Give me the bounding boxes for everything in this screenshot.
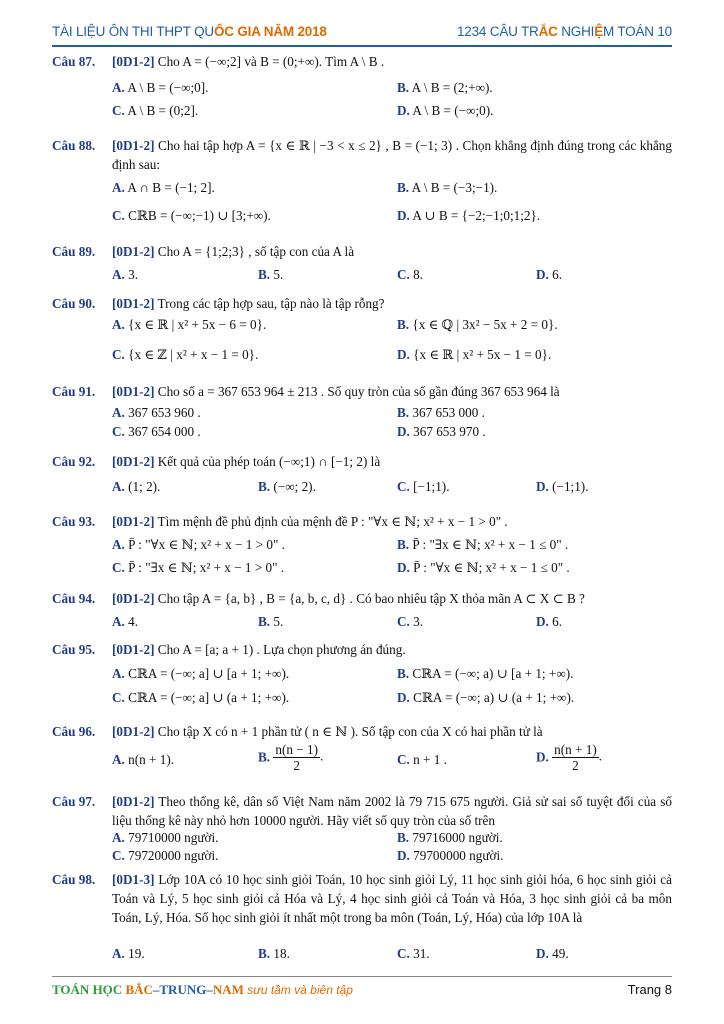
question-92 bbox=[52, 452, 672, 471]
question-number: Câu 89. bbox=[52, 244, 96, 259]
option-a: A. 367 653 960 . bbox=[112, 405, 201, 420]
option-b: B. 367 653 000 . bbox=[397, 405, 485, 420]
question-text: [0D1-2] Trong các tập hợp sau, tập nào là tập rỗng? bbox=[112, 296, 385, 311]
option-d: D. CℝA = (−∞; a) ∪ (a + 1; +∞). bbox=[397, 690, 575, 705]
option-d: D. (−1;1). bbox=[536, 479, 589, 494]
question-number: Câu 96. bbox=[52, 724, 96, 739]
option-a: A. n(n + 1). bbox=[112, 752, 175, 767]
fraction: $\frac{n(n + 1)}{2}$ bbox=[554, 742, 597, 773]
option-a: A. 19. bbox=[112, 946, 145, 961]
option-b: B. CℝA = (−∞; a) ∪ [a + 1; +∞). bbox=[397, 666, 574, 681]
question-98 bbox=[52, 870, 672, 927]
option-b: B. A \ B = (2;+∞). bbox=[397, 80, 493, 95]
question-number: Câu 87. bbox=[52, 54, 96, 69]
option-b: B. 5. bbox=[258, 267, 284, 282]
option-c: C. 367 654 000 . bbox=[112, 424, 201, 439]
question-97 bbox=[52, 792, 672, 830]
question-87 bbox=[52, 52, 672, 71]
question-number: Câu 91. bbox=[52, 384, 96, 399]
option-a: A. A \ B = (−∞;0]. bbox=[112, 80, 209, 95]
option-c: C. P̄ : "∃x ∈ ℕ; x² + x − 1 > 0" . bbox=[112, 560, 285, 575]
header-subtitle: 1234 CÂU TRẮC NGHIỆM TOÁN 10 bbox=[456, 24, 672, 39]
option-c: C. {x ∈ ℤ | x² + x − 1 = 0}. bbox=[112, 347, 259, 362]
option-b: B. $\frac{n(n - 1)}{2}$ . bbox=[258, 742, 324, 773]
question-90 bbox=[52, 294, 672, 313]
option-d: D. A \ B = (−∞;0). bbox=[397, 103, 494, 118]
option-d: D. {x ∈ ℝ | x² + 5x − 1 = 0}. bbox=[397, 347, 552, 362]
option-a: A. 79710000 người. bbox=[112, 830, 219, 845]
question-text: [0D1-2] Cho tập A = {a, b} , B = {a, b, c, d} . Có bao nhiêu tập X thỏa mãn A ⊂ X ⊂ B ? bbox=[112, 591, 585, 606]
option-d: D. 6. bbox=[536, 267, 563, 282]
option-a: A. 4. bbox=[112, 614, 139, 629]
option-d: D. 367 653 970 . bbox=[397, 424, 486, 439]
question-91 bbox=[52, 382, 672, 401]
question-text: [0D1-2] Tìm mệnh đề phủ định của mệnh đề P : "∀x ∈ ℕ; x² + x − 1 > 0" . bbox=[112, 514, 508, 529]
option-b: B. {x ∈ ℚ | 3x² − 5x + 2 = 0}. bbox=[397, 317, 558, 332]
question-text: [0D1-2] Theo thống kê, dân số Việt Nam năm 2002 là 79 715 675 người. Giả sử sai số tuyệt đối của số liệu thống kê này nhỏ hơn 10000 người. Hãy viết số quy tròn của số trên bbox=[112, 794, 672, 828]
page-footer bbox=[52, 980, 672, 1000]
question-93 bbox=[52, 512, 672, 531]
question-text: [0D1-2] Cho A = (−∞;2] và B = (0;+∞). Tìm A \ B . bbox=[112, 54, 385, 69]
question-94 bbox=[52, 589, 672, 608]
option-a: A. CℝA = (−∞; a] ∪ [a + 1; +∞). bbox=[112, 666, 290, 681]
option-c: C. n + 1 . bbox=[397, 752, 447, 767]
page-number: Trang 8 bbox=[627, 982, 672, 997]
question-text: [0D1-2] Cho A = {1;2;3} , số tập con của A là bbox=[112, 244, 355, 259]
question-88 bbox=[52, 136, 672, 174]
page-header bbox=[52, 24, 672, 44]
option-c: C. 31. bbox=[397, 946, 430, 961]
option-c: C. CℝA = (−∞; a] ∪ (a + 1; +∞). bbox=[112, 690, 290, 705]
question-89 bbox=[52, 242, 672, 261]
question-text: [0D1-2] Cho tập X có n + 1 phần tử ( n ∈ ℕ ). Số tập con của X có hai phần tử là bbox=[112, 724, 543, 739]
option-c: C. [−1;1). bbox=[397, 479, 450, 494]
option-d: D. A ∪ B = {−2;−1;0;1;2}. bbox=[397, 208, 541, 223]
option-a: A. A ∩ B = (−1; 2]. bbox=[112, 180, 215, 195]
question-number: Câu 98. bbox=[52, 872, 96, 887]
option-c: C. CℝB = (−∞;−1) ∪ [3;+∞). bbox=[112, 208, 271, 223]
question-text: [0D1-3] Lớp 10A có 10 học sinh giỏi Toán, 10 học sinh giỏi Lý, 11 học sinh giỏi hóa, 6 học sinh giỏi cả Toán và Lý, 5 học sinh giỏi cả Hóa và Lý, 4 học sinh giỏi cả Toán và Hóa, 3 học sinh giỏi cả ba môn Toán, Lý, Hóa. Số học sinh giỏi ít nhất một trong ba môn (Toán, Lý, Hóa) của lớp 10A là bbox=[112, 872, 672, 925]
option-b: B. P̄ : "∃x ∈ ℕ; x² + x − 1 ≤ 0" . bbox=[397, 537, 569, 552]
question-text: [0D1-2] Cho A = [a; a + 1) . Lựa chọn phương án đúng. bbox=[112, 642, 406, 657]
header-title: TÀI LIỆU ÔN THI THPT QUỐC GIA NĂM 2018 bbox=[52, 24, 327, 39]
option-b: B. A \ B = (−3;−1). bbox=[397, 180, 498, 195]
question-number: Câu 93. bbox=[52, 514, 96, 529]
option-c: C. 3. bbox=[397, 614, 424, 629]
question-text: [0D1-2] Cho số a = 367 653 964 ± 213 . Số quy tròn của số gần đúng 367 653 964 là bbox=[112, 384, 560, 399]
question-number: Câu 90. bbox=[52, 296, 96, 311]
question-number: Câu 88. bbox=[52, 138, 96, 153]
option-d: D. 6. bbox=[536, 614, 563, 629]
option-a: A. P̄ : "∀x ∈ ℕ; x² + x − 1 > 0" . bbox=[112, 537, 285, 552]
question-number: Câu 92. bbox=[52, 454, 96, 469]
footer-divider bbox=[52, 976, 672, 977]
option-c: C. A \ B = (0;2]. bbox=[112, 103, 199, 118]
option-b: B. 79716000 người. bbox=[397, 830, 503, 845]
question-96 bbox=[52, 722, 672, 741]
question-number: Câu 95. bbox=[52, 642, 96, 657]
option-d: D. $\frac{n(n + 1)}{2}$ . bbox=[536, 742, 603, 773]
option-b: B. 5. bbox=[258, 614, 284, 629]
option-a: A. (1; 2). bbox=[112, 479, 161, 494]
question-number: Câu 97. bbox=[52, 794, 96, 809]
option-b: B. 18. bbox=[258, 946, 290, 961]
fraction: $\frac{n(n - 1)}{2}$ bbox=[275, 742, 318, 773]
option-d: D. 49. bbox=[536, 946, 569, 961]
header-divider bbox=[52, 45, 672, 47]
option-c: C. 79720000 người. bbox=[112, 848, 219, 863]
option-c: C. 8. bbox=[397, 267, 424, 282]
option-d: D. P̄ : "∀x ∈ ℕ; x² + x − 1 ≤ 0" . bbox=[397, 560, 570, 575]
option-a: A. 3. bbox=[112, 267, 139, 282]
question-number: Câu 94. bbox=[52, 591, 96, 606]
footer-credit: TOÁN HỌC BẮC–TRUNG–NAM sưu tầm và biên tập bbox=[52, 982, 353, 997]
question-text: [0D1-2] Cho hai tập hợp A = {x ∈ ℝ | −3 < x ≤ 2} , B = (−1; 3) . Chọn khẳng định đúng trong các khẳng định sau: bbox=[112, 138, 672, 172]
question-text: [0D1-2] Kết quả của phép toán (−∞;1) ∩ [−1; 2) là bbox=[112, 454, 381, 469]
option-b: B. (−∞; 2). bbox=[258, 479, 316, 494]
question-95 bbox=[52, 640, 672, 659]
option-a: A. {x ∈ ℝ | x² + 5x − 6 = 0}. bbox=[112, 317, 267, 332]
option-d: D. 79700000 người. bbox=[397, 848, 504, 863]
